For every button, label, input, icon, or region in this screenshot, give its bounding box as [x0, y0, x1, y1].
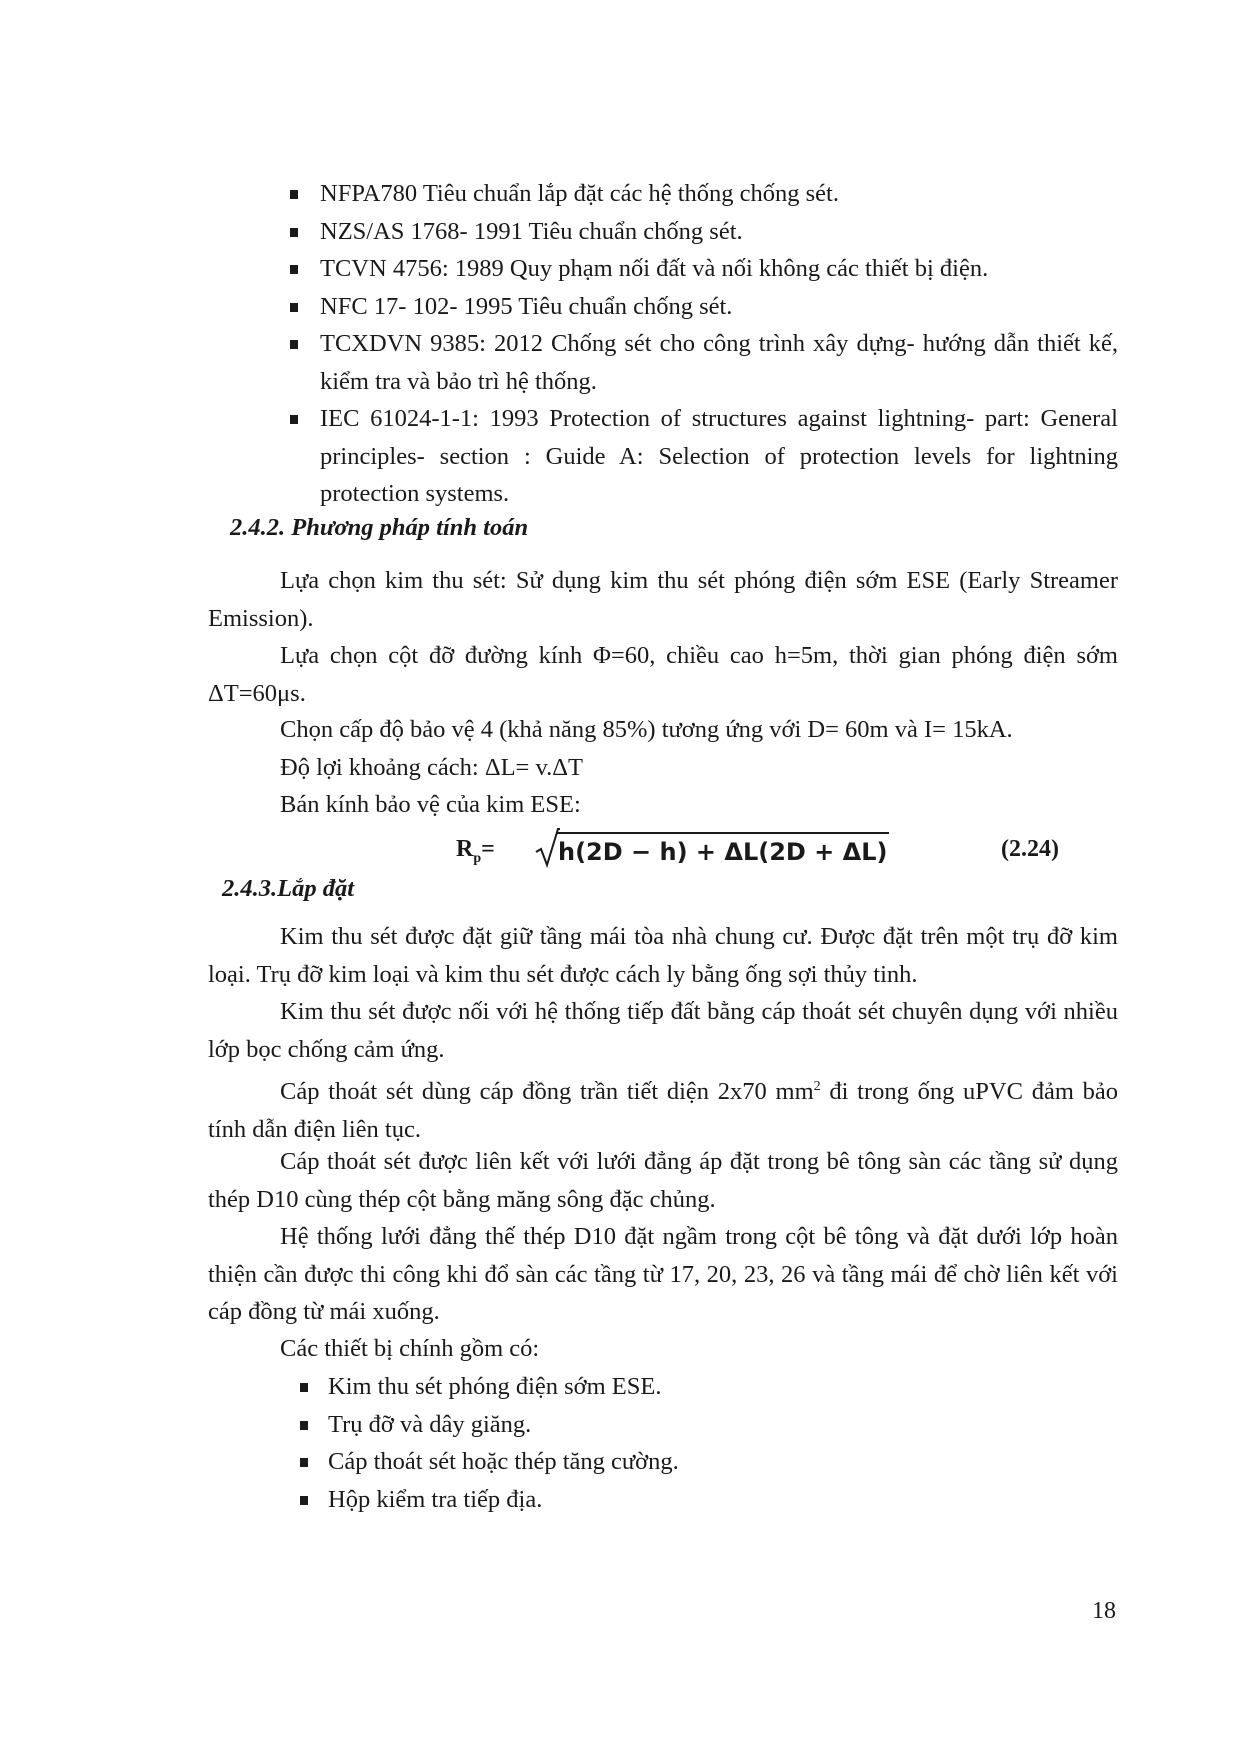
paragraph: Kim thu sét được nối với hệ thống tiếp đất bằng cáp thoát sét chuyên dụng với nhiều lớp bọc chống cảm ứng. — [208, 998, 1118, 1063]
list-item — [298, 1368, 1098, 1406]
square-bullet-icon — [290, 340, 298, 349]
paragraph: Chọn cấp độ bảo vệ 4 (khả năng 85%) tương ứng với D= 60m và I= 15kA. — [280, 716, 1013, 743]
standard-text: TCVN 4756: 1989 Quy phạm nối đất và nối không các thiết bị điện. — [320, 255, 989, 282]
standard-text: TCXDVN 9385: 2012 Chống sét cho công trình xây dựng- hướng dẫn thiết kế, kiểm tra và bảo trì hệ thống. — [320, 330, 1118, 395]
section-heading-2-4-3: 2.4.3.Lắp đặt — [222, 875, 355, 902]
list-item — [288, 213, 1118, 251]
formula-lhs — [456, 836, 495, 867]
square-bullet-icon — [300, 1496, 308, 1505]
list-item — [298, 1406, 1098, 1444]
paragraph: Kim thu sét được đặt giữ tầng mái tòa nhà chung cư. Được đặt trên một trụ đỡ kim loại. Trụ đỡ kim loại và kim thu sét được cách ly bằng ống sợi thủy tinh. — [208, 923, 1118, 988]
formula-radicand: h(2D − h) + ΔL(2D + ΔL) — [556, 832, 889, 866]
paragraph: Hệ thống lưới đẳng thế thép D10 đặt ngầm trong cột bê tông và đặt dưới lớp hoàn thiện cần được thi công khi đổ sàn các tầng từ 17, 20, 23, 26 và tầng mái để chờ liên kết với cáp đồng từ mái xuống. — [208, 1223, 1118, 1325]
list-item — [288, 400, 1118, 513]
list-item — [288, 325, 1118, 400]
formula-symbol: R — [456, 836, 474, 862]
list-item — [288, 175, 1118, 213]
devices-list — [298, 1368, 1098, 1518]
formula-2-24 — [456, 826, 1106, 874]
equation-number: (2.24) — [1001, 836, 1059, 862]
square-bullet-icon — [290, 190, 298, 199]
square-bullet-icon — [290, 228, 298, 237]
formula-equals: = — [481, 836, 495, 862]
paragraph: Cáp thoát sét được liên kết với lưới đẳng áp đặt trong bê tông sàn các tầng sử dụng thép D10 cùng thép cột bằng măng sông đặc chủng. — [208, 1148, 1118, 1213]
square-bullet-icon — [290, 303, 298, 312]
standard-text: IEC 61024-1-1: 1993 Protection of structures against lightning- part: General principles- section : Guide A: Selection of protection levels for lightning protection systems. — [320, 405, 1118, 507]
device-text: Hộp kiểm tra tiếp địa. — [328, 1485, 543, 1513]
square-bullet-icon — [300, 1458, 308, 1467]
square-bullet-icon — [300, 1383, 308, 1392]
section-heading-2-4-2: 2.4.2. Phương pháp tính toán — [230, 514, 529, 541]
standard-text: NFPA780 Tiêu chuẩn lắp đặt các hệ thống chống sét. — [320, 180, 839, 207]
list-item — [288, 288, 1118, 326]
paragraph: Lựa chọn kim thu sét: Sử dụng kim thu sét phóng điện sớm ESE (Early Streamer Emission). — [208, 567, 1118, 632]
paragraph — [208, 1068, 1118, 1148]
paragraph-text: Cáp thoát sét dùng cáp đồng trần tiết diện 2x70 mm — [280, 1078, 814, 1106]
paragraph: Lựa chọn cột đỡ đường kính Φ=60, chiều cao h=5m, thời gian phóng điện sớm ΔT=60μs. — [208, 642, 1118, 707]
formula-subscript: p — [473, 850, 482, 866]
paragraph: Độ lợi khoảng cách: ΔL= v.ΔT — [280, 754, 583, 781]
device-text: Trụ đỡ và dây giăng. — [328, 1410, 532, 1438]
standards-list — [288, 175, 1118, 513]
list-item — [288, 250, 1118, 288]
standard-text: NFC 17- 102- 1995 Tiêu chuẩn chống sét. — [320, 292, 733, 320]
devices-intro: Các thiết bị chính gồm có: — [280, 1335, 540, 1362]
device-text: Kim thu sét phóng điện sớm ESE. — [328, 1373, 662, 1400]
page-number: 18 — [1092, 1598, 1116, 1624]
device-text: Cáp thoát sét hoặc thép tăng cường. — [328, 1448, 679, 1475]
square-bullet-icon — [290, 265, 298, 274]
superscript: 2 — [813, 1079, 821, 1094]
standard-text: NZS/AS 1768- 1991 Tiêu chuẩn chống sét. — [320, 217, 743, 245]
paragraph: Bán kính bảo vệ của kim ESE: — [280, 791, 581, 818]
list-item — [298, 1481, 1098, 1519]
square-bullet-icon — [300, 1421, 308, 1430]
square-bullet-icon — [290, 415, 298, 424]
paragraph-text: đi trong ống uPVC đảm bảo tính dẫn điện liên tục. — [208, 1078, 1118, 1143]
list-item — [298, 1443, 1098, 1481]
